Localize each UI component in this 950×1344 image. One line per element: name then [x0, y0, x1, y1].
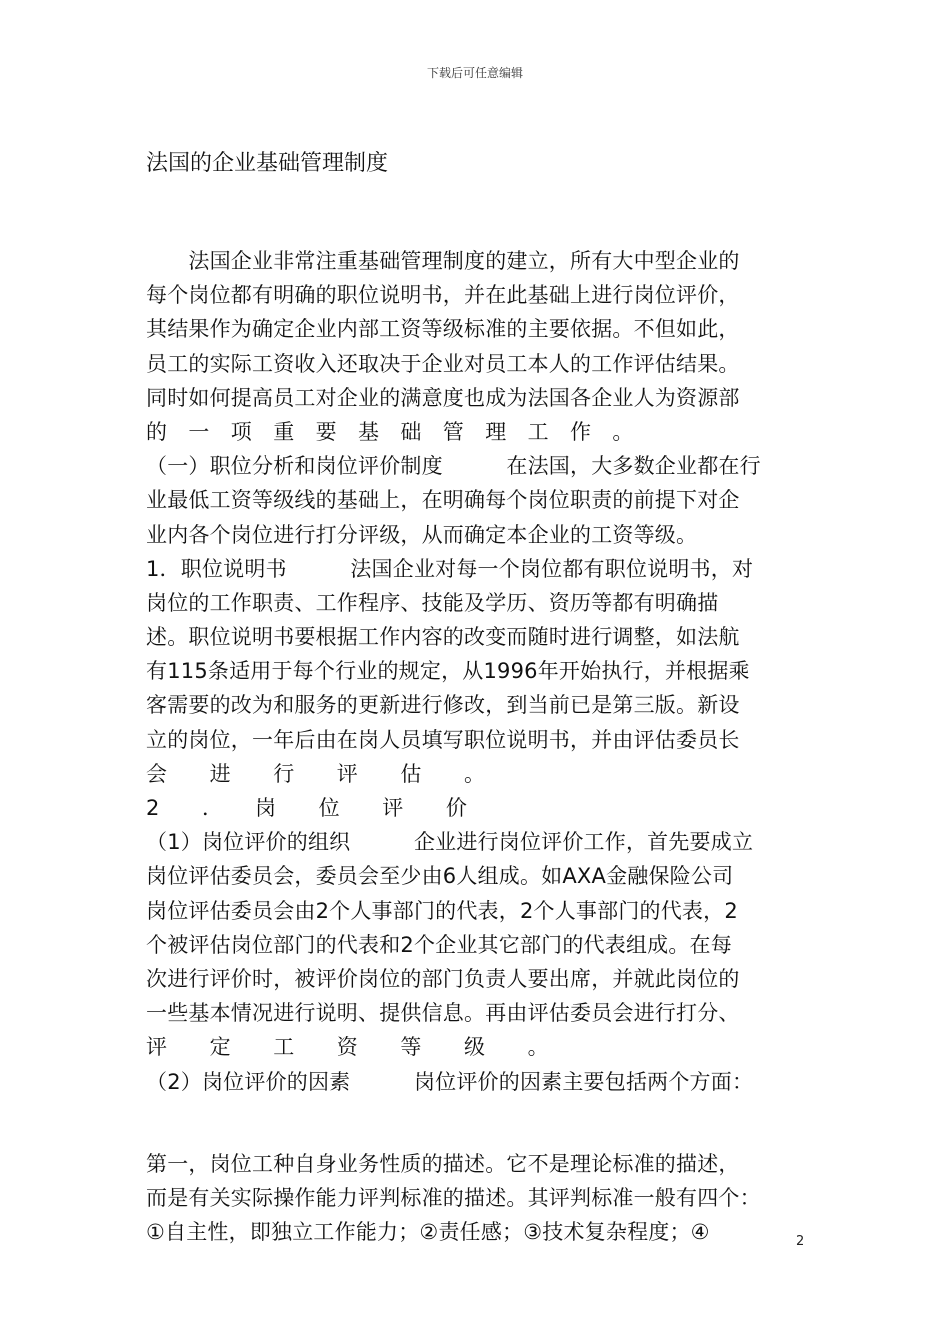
text-line: 立的岗位，一年后由在岗人员填写职位说明书，并由评估委员长: [146, 727, 740, 752]
text-line: （1）岗位评价的组织 企业进行岗位评价工作，首先要成立: [146, 830, 754, 855]
text-line: 一些基本情况进行说明、提供信息。再由评估委员会进行打分、: [146, 1001, 740, 1026]
text-line: 会 进 行 评 估 。: [146, 761, 486, 786]
blank-line: [146, 1099, 806, 1147]
text-line: 业内各个岗位进行打分评级，从而确定本企业的工资等级。: [146, 522, 698, 547]
text-line: 2 ． 岗 位 评 价: [146, 796, 468, 820]
text-line: （一）职位分析和岗位评价制度 在法国，大多数企业都在行: [146, 454, 761, 479]
text-line: 第一，岗位工种自身业务性质的描述。它不是理论标准的描述，: [146, 1151, 740, 1176]
text-line: 法国企业非常注重基础管理制度的建立，所有大中型企业的: [146, 249, 740, 273]
text-line: 而是有关实际操作能力评判标准的描述。其评判标准一般有四个：: [146, 1185, 761, 1210]
text-line: 岗位的工作职责、工作程序、技能及学历、资历等都有明确描: [146, 590, 719, 615]
text-line: 岗位评估委员会由2个人事部门的代表，2个人事部门的代表，2: [146, 898, 738, 923]
text-line: （2）岗位评价的因素 岗位评价的因素主要包括两个方面：: [146, 1069, 754, 1094]
text-line: ①自主性，即独立工作能力；②责任感；③技术复杂程度；④: [146, 1220, 710, 1245]
text-line: 1．职位说明书 法国企业对每一个岗位都有职位说明书，对: [146, 556, 754, 581]
text-line: 员工的实际工资收入还取决于企业对员工本人的工作评估结果。: [146, 351, 740, 376]
text-line: 的 一 项 重 要 基 础 管 理 工 作 。: [146, 419, 634, 444]
document-body: [146, 244, 806, 1249]
text-line: 业最低工资等级线的基础上，在明确每个岗位职责的前提下对企: [146, 488, 740, 513]
page-number: 2: [796, 1234, 805, 1249]
text-line: 次进行评价时，被评价岗位的部门负责人要出席，并就此岗位的: [146, 966, 740, 991]
text-line: 其结果作为确定企业内部工资等级标准的主要依据。不但如此，: [146, 317, 740, 342]
text-line: 评 定 工 资 等 级 。: [146, 1035, 549, 1060]
text-line: 岗位评估委员会，委员会至少由6人组成。如AXA金融保险公司: [146, 864, 734, 889]
text-line: 每个岗位都有明确的职位说明书，并在此基础上进行岗位评价，: [146, 283, 740, 308]
document-title: 法国的企业基础管理制度: [146, 151, 389, 176]
text-line: 有115条适用于每个行业的规定，从1996年开始执行，并根据乘: [146, 659, 750, 684]
text-line: 述。职位说明书要根据工作内容的改变而随时进行调整，如法航: [146, 625, 740, 650]
text-line: 个被评估岗位部门的代表和2个企业其它部门的代表组成。在每: [146, 932, 732, 957]
page-header: 下载后可任意编辑: [426, 66, 523, 80]
text-line: 客需要的改为和服务的更新进行修改，到当前已是第三版。新设: [146, 693, 740, 718]
text-line: 同时如何提高员工对企业的满意度也成为法国各企业人为资源部: [146, 385, 740, 410]
